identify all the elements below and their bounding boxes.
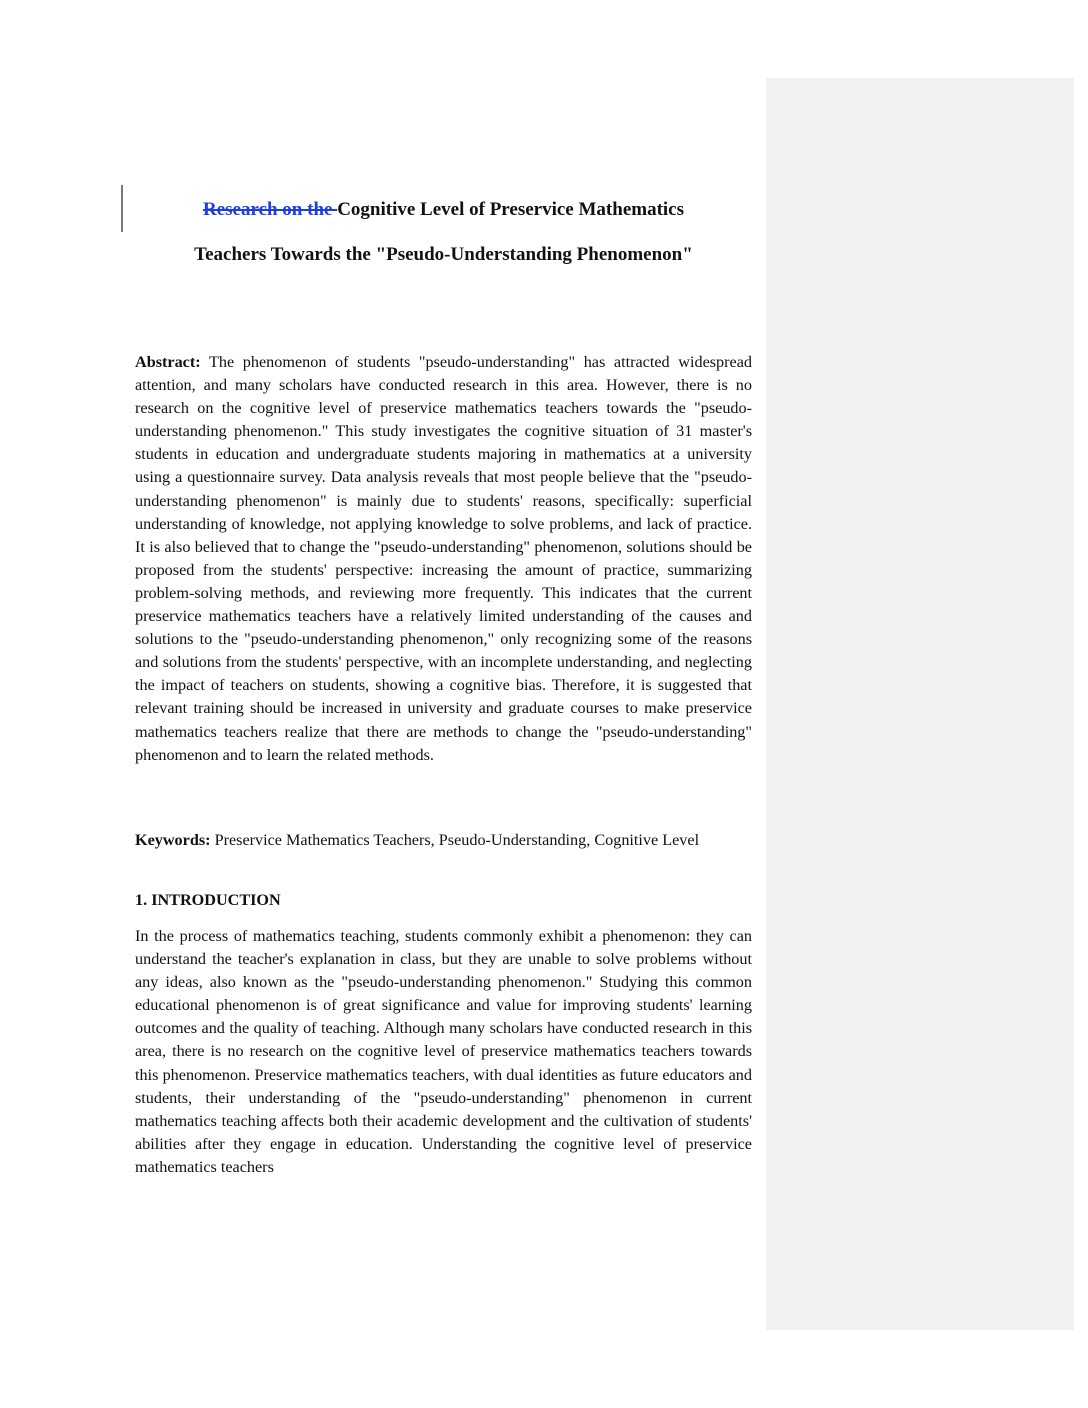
paper-title-line-1 bbox=[135, 198, 752, 222]
keywords-text: Preservice Mathematics Teachers, Pseudo-Understanding, Cognitive Level bbox=[210, 831, 700, 849]
change-bar bbox=[121, 185, 123, 232]
introduction-paragraph bbox=[135, 925, 752, 1179]
keywords bbox=[135, 829, 752, 852]
section-heading-introduction: 1. INTRODUCTION bbox=[135, 891, 281, 909]
keywords-label: Keywords: bbox=[135, 831, 211, 849]
tracked-deletion[interactable]: Research on the bbox=[202, 199, 338, 220]
introduction-text: In the process of mathematics teaching, students commonly exhibit a phenomenon: they can understand the teacher's explanation in class, but they are unable to solve problems without any ideas, also known as the "pseudo-understanding phenomenon." Studying this common educational phenomenon is of great significance and value for improving students' learning outcomes and the quality of teaching. Although many scholars have conducted research in this area, there is no research on the cognitive level of preservice mathematics teachers towards this phenomenon. Preservice mathematics teachers, with dual identities as future educators and students, their understanding of the "pseudo-understanding" phenomenon in current mathematics teaching affects both their academic development and the cultivation of students' abilities after they engage in education. Understanding the cognitive level of preservice mathematics teachers bbox=[135, 927, 752, 1176]
paper-title-line-2: Teachers Towards the "Pseudo-Understanding Phenomenon" bbox=[194, 244, 693, 265]
abstract-label: Abstract: bbox=[135, 353, 201, 371]
abstract-text: The phenomenon of students "pseudo-understanding" has attracted widespread attention, and many scholars have conducted research in this area. However, there is no research on the cognitive level of preservice mathematics teachers towards the "pseudo-understanding phenomenon." This study investigates the cognitive situation of 31 master's students in education and undergraduate students majoring in mathematics at a university using a questionnaire survey. Data analysis reveals that most people believe that the "pseudo-understanding phenomenon" is mainly due to students' reasons, specifically: superficial understanding of knowledge, not applying knowledge to solve problems, and lack of practice. It is also believed that to change the "pseudo-understanding" phenomenon, solutions should be proposed from the students' perspective: increasing the amount of practice, summarizing problem-solving methods, and reviewing more frequently. This indicates that the current preservice mathematics teachers have a relatively limited understanding of the causes and solutions to the "pseudo-understanding phenomenon," only recognizing some of the reasons and solutions from the students' perspective, with an incomplete understanding, and neglecting the impact of teachers on students, showing a cognitive bias. Therefore, it is suggested that relevant training should be increased in university and graduate courses to make preservice mathematics teachers realize that there are methods to change the "pseudo-understanding" phenomenon and to learn the related methods. bbox=[135, 353, 752, 764]
comment-pane bbox=[766, 78, 1074, 1330]
title-text: Cognitive Level of Preservice Mathematics bbox=[337, 199, 685, 220]
abstract bbox=[135, 351, 752, 767]
